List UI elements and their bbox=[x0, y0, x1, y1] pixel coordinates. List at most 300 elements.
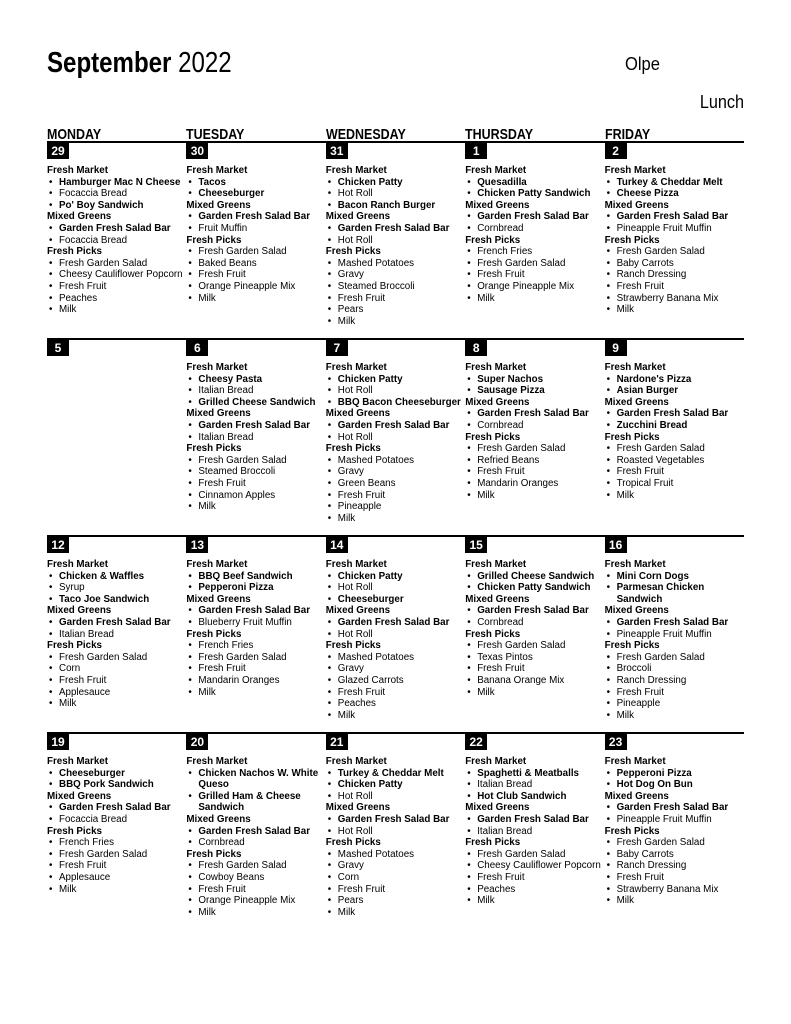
menu-item: • Chicken Patty bbox=[326, 177, 465, 189]
menu-item: • Fresh Garden Salad bbox=[186, 455, 325, 467]
section-mixed-greens bbox=[465, 200, 604, 235]
section-fresh-market bbox=[605, 756, 744, 791]
menu-item-list bbox=[47, 571, 186, 606]
menu-item-list bbox=[326, 617, 465, 640]
day-header-label: FRIDAY bbox=[604, 126, 650, 143]
section-heading-fresh-picks: Fresh Picks bbox=[325, 837, 381, 849]
section-fresh-market bbox=[186, 559, 325, 594]
menu-item: • Hot Roll bbox=[326, 385, 465, 397]
menu-item: • Mashed Potatoes bbox=[326, 652, 465, 664]
menu-item-list bbox=[186, 455, 325, 513]
menu-item: • Texas Pintos bbox=[465, 652, 604, 664]
day-cell bbox=[605, 537, 744, 732]
menu-item: • Fresh Garden Salad bbox=[465, 849, 604, 861]
menu-item: • Mandarin Oranges bbox=[186, 675, 325, 687]
menu-item: • BBQ Pork Sandwich bbox=[47, 779, 186, 791]
menu-item: • Cheesy Pasta bbox=[186, 374, 325, 386]
year-label: 2022 bbox=[178, 47, 232, 79]
date-badge: 29 bbox=[47, 143, 69, 159]
menu-item: • Garden Fresh Salad Bar bbox=[47, 617, 186, 629]
menu-item: • Milk bbox=[465, 490, 604, 502]
day-cell bbox=[326, 340, 465, 535]
section-fresh-picks bbox=[326, 837, 465, 918]
menu-item: • Garden Fresh Salad Bar bbox=[326, 223, 465, 235]
menu-item: • Zucchini Bread bbox=[605, 420, 744, 432]
menu-item-list bbox=[605, 617, 744, 640]
menu-item: • Grilled Ham & Cheese Sandwich bbox=[186, 791, 325, 814]
menu-item: • Ranch Dressing bbox=[605, 675, 744, 687]
date-badge: 21 bbox=[326, 734, 348, 750]
section-mixed-greens bbox=[605, 605, 744, 640]
menu-item: • Milk bbox=[186, 907, 325, 919]
date-badge: 7 bbox=[326, 340, 348, 356]
menu-item: • Garden Fresh Salad Bar bbox=[465, 408, 604, 420]
section-heading-mixed-greens: Mixed Greens bbox=[186, 408, 251, 420]
menu-item: • Fresh Fruit bbox=[605, 281, 744, 293]
section-heading-fresh-market: Fresh Market bbox=[465, 362, 527, 373]
section-heading-mixed-greens: Mixed Greens bbox=[325, 605, 391, 617]
section-heading-mixed-greens: Mixed Greens bbox=[465, 199, 530, 211]
menu-item: • Garden Fresh Salad Bar bbox=[605, 408, 744, 420]
day-cell bbox=[605, 734, 744, 929]
menu-item: • Bacon Ranch Burger bbox=[326, 200, 465, 212]
section-heading-mixed-greens: Mixed Greens bbox=[325, 408, 391, 420]
menu-item-list bbox=[465, 571, 604, 594]
menu-item: • Super Nachos bbox=[465, 374, 604, 386]
menu-item: • Pineapple Fruit Muffin bbox=[605, 223, 744, 235]
menu-item-list bbox=[465, 814, 604, 837]
section-fresh-picks bbox=[186, 849, 325, 919]
day-menu bbox=[465, 362, 604, 501]
menu-item: • Cheese Pizza bbox=[605, 188, 744, 200]
menu-item: • Roasted Vegetables bbox=[605, 455, 744, 467]
section-mixed-greens bbox=[465, 397, 604, 432]
menu-item: • Chicken & Waffles bbox=[47, 571, 186, 583]
section-fresh-picks bbox=[326, 443, 465, 524]
menu-item: • Hamburger Mac N Cheese bbox=[47, 177, 186, 189]
day-menu bbox=[465, 756, 604, 907]
day-header-label: MONDAY bbox=[47, 126, 102, 143]
menu-item: • Cornbread bbox=[465, 223, 604, 235]
menu-item: • Milk bbox=[465, 293, 604, 305]
menu-item: • Hot Club Sandwich bbox=[465, 791, 604, 803]
day-menu bbox=[326, 559, 465, 721]
menu-item: • Refried Beans bbox=[465, 455, 604, 467]
menu-item: • Garden Fresh Salad Bar bbox=[465, 814, 604, 826]
section-fresh-picks bbox=[605, 640, 744, 721]
menu-item: • BBQ Bacon Cheeseburger bbox=[326, 397, 465, 409]
section-fresh-picks bbox=[465, 837, 604, 907]
menu-item: • Hot Roll bbox=[326, 791, 465, 803]
menu-item-list bbox=[186, 640, 325, 698]
section-heading-mixed-greens: Mixed Greens bbox=[186, 813, 251, 825]
day-menu bbox=[186, 362, 325, 513]
menu-item: • Fresh Garden Salad bbox=[465, 443, 604, 455]
page-title bbox=[47, 47, 232, 79]
menu-item: • Ranch Dressing bbox=[605, 269, 744, 281]
menu-item: • Blueberry Fruit Muffin bbox=[186, 617, 325, 629]
section-heading-mixed-greens: Mixed Greens bbox=[47, 790, 112, 802]
menu-item-list bbox=[605, 246, 744, 316]
section-heading-mixed-greens: Mixed Greens bbox=[604, 605, 669, 617]
menu-item: • Chicken Patty bbox=[326, 571, 465, 583]
section-fresh-picks bbox=[47, 826, 186, 896]
section-mixed-greens bbox=[326, 211, 465, 246]
menu-item-list bbox=[465, 640, 604, 698]
menu-item: • Hot Roll bbox=[326, 188, 465, 200]
date-badge: 20 bbox=[186, 734, 208, 750]
section-fresh-market bbox=[465, 756, 604, 802]
menu-item: • Turkey & Cheddar Melt bbox=[605, 177, 744, 189]
menu-item-list bbox=[326, 177, 465, 212]
section-mixed-greens bbox=[465, 802, 604, 837]
section-mixed-greens bbox=[465, 594, 604, 629]
day-cell bbox=[186, 734, 325, 929]
menu-item: • Mashed Potatoes bbox=[326, 849, 465, 861]
menu-item-list bbox=[186, 860, 325, 918]
section-mixed-greens bbox=[605, 200, 744, 235]
section-heading-fresh-picks: Fresh Picks bbox=[186, 848, 242, 860]
day-menu bbox=[186, 756, 325, 918]
section-heading-fresh-market: Fresh Market bbox=[325, 362, 387, 373]
section-heading-mixed-greens: Mixed Greens bbox=[186, 593, 251, 605]
day-menu bbox=[605, 559, 744, 721]
menu-item-list bbox=[186, 605, 325, 628]
menu-item: • Hot Roll bbox=[326, 582, 465, 594]
menu-item: • Milk bbox=[186, 501, 325, 513]
section-fresh-picks bbox=[605, 826, 744, 907]
menu-item: • Fresh Garden Salad bbox=[465, 640, 604, 652]
date-badge: 13 bbox=[186, 537, 208, 553]
menu-item: • Fresh Garden Salad bbox=[605, 246, 744, 258]
section-heading-fresh-picks: Fresh Picks bbox=[47, 640, 103, 652]
section-heading-fresh-market: Fresh Market bbox=[465, 756, 527, 767]
menu-item: • Mini Corn Dogs bbox=[605, 571, 744, 583]
section-fresh-picks bbox=[465, 432, 604, 502]
section-heading-fresh-market: Fresh Market bbox=[47, 165, 108, 176]
menu-item-list bbox=[47, 768, 186, 791]
menu-item: • Chicken Patty bbox=[326, 374, 465, 386]
menu-item: • Garden Fresh Salad Bar bbox=[605, 211, 744, 223]
section-mixed-greens bbox=[186, 200, 325, 235]
section-heading-mixed-greens: Mixed Greens bbox=[465, 396, 530, 408]
menu-item: • Milk bbox=[605, 490, 744, 502]
section-fresh-picks bbox=[465, 629, 604, 699]
menu-item: • Corn bbox=[47, 663, 186, 675]
section-fresh-picks bbox=[465, 235, 604, 305]
menu-item: • Garden Fresh Salad Bar bbox=[186, 826, 325, 838]
section-fresh-market bbox=[186, 362, 325, 408]
menu-item-list bbox=[326, 768, 465, 803]
menu-item: • Fresh Fruit bbox=[186, 663, 325, 675]
menu-item-list bbox=[326, 652, 465, 722]
section-heading-fresh-picks: Fresh Picks bbox=[325, 443, 381, 455]
section-heading-fresh-market: Fresh Market bbox=[604, 559, 666, 570]
menu-item-list bbox=[186, 211, 325, 234]
menu-item: • Italian Bread bbox=[465, 826, 604, 838]
day-cell bbox=[605, 143, 744, 338]
date-badge: 30 bbox=[186, 143, 208, 159]
menu-item: • Grilled Cheese Sandwich bbox=[186, 397, 325, 409]
week-row bbox=[47, 338, 744, 535]
menu-item-list bbox=[605, 177, 744, 200]
menu-item-list bbox=[326, 455, 465, 525]
menu-item: • Fresh Garden Salad bbox=[47, 652, 186, 664]
section-heading-fresh-picks: Fresh Picks bbox=[325, 246, 381, 258]
menu-item: • Garden Fresh Salad Bar bbox=[186, 420, 325, 432]
menu-item-list bbox=[186, 420, 325, 443]
menu-item: • Corn bbox=[326, 872, 465, 884]
menu-item: • Hot Roll bbox=[326, 235, 465, 247]
date-badge: 1 bbox=[465, 143, 487, 159]
menu-item: • Banana Orange Mix bbox=[465, 675, 604, 687]
menu-item-list bbox=[186, 571, 325, 594]
section-heading-mixed-greens: Mixed Greens bbox=[47, 211, 112, 223]
menu-item: • Pineapple Fruit Muffin bbox=[605, 629, 744, 641]
menu-item-list bbox=[47, 652, 186, 710]
menu-item: • Cheesy Cauliflower Popcorn bbox=[465, 860, 604, 872]
menu-item: • Milk bbox=[47, 884, 186, 896]
menu-item: • Nardone's Pizza bbox=[605, 374, 744, 386]
section-fresh-market bbox=[47, 559, 186, 605]
menu-item: • Cornbread bbox=[465, 420, 604, 432]
section-heading-mixed-greens: Mixed Greens bbox=[325, 802, 391, 814]
menu-item: • Milk bbox=[605, 895, 744, 907]
menu-item: • Orange Pineapple Mix bbox=[465, 281, 604, 293]
menu-item-list bbox=[605, 768, 744, 791]
day-cell bbox=[465, 143, 604, 338]
day-cell bbox=[326, 143, 465, 338]
section-mixed-greens bbox=[186, 814, 325, 849]
menu-item: • Cheeseburger bbox=[47, 768, 186, 780]
section-heading-fresh-market: Fresh Market bbox=[325, 756, 387, 767]
day-menu bbox=[326, 756, 465, 918]
day-menu bbox=[186, 559, 325, 698]
menu-item: • Fresh Garden Salad bbox=[47, 849, 186, 861]
menu-item-list bbox=[186, 826, 325, 849]
section-heading-fresh-picks: Fresh Picks bbox=[186, 443, 242, 455]
menu-item: • Garden Fresh Salad Bar bbox=[186, 605, 325, 617]
day-menu bbox=[605, 165, 744, 316]
menu-item: • Garden Fresh Salad Bar bbox=[605, 617, 744, 629]
menu-item: • Green Beans bbox=[326, 478, 465, 490]
section-fresh-market bbox=[326, 756, 465, 802]
meal-label: Lunch bbox=[699, 92, 744, 112]
week-row bbox=[47, 141, 744, 338]
date-badge: 9 bbox=[605, 340, 627, 356]
menu-item-list bbox=[326, 420, 465, 443]
day-cell bbox=[465, 734, 604, 929]
date-badge: 19 bbox=[47, 734, 69, 750]
section-heading-fresh-picks: Fresh Picks bbox=[47, 246, 103, 258]
section-heading-fresh-market: Fresh Market bbox=[186, 362, 248, 373]
menu-item-list bbox=[605, 571, 744, 606]
section-fresh-market bbox=[605, 559, 744, 605]
menu-item: • Garden Fresh Salad Bar bbox=[326, 814, 465, 826]
section-fresh-market bbox=[326, 559, 465, 605]
date-badge: 6 bbox=[186, 340, 208, 356]
menu-item: • Sausage Pizza bbox=[465, 385, 604, 397]
section-fresh-picks bbox=[605, 432, 744, 502]
date-badge: 8 bbox=[465, 340, 487, 356]
menu-item: • Milk bbox=[186, 293, 325, 305]
menu-item-list bbox=[465, 177, 604, 200]
menu-item-list bbox=[186, 374, 325, 409]
month-label: September bbox=[47, 47, 172, 79]
day-cell bbox=[465, 537, 604, 732]
menu-item-list bbox=[47, 802, 186, 825]
day-cell bbox=[186, 340, 325, 535]
menu-item: • Mashed Potatoes bbox=[326, 455, 465, 467]
section-heading-fresh-picks: Fresh Picks bbox=[604, 825, 660, 837]
menu-item: • Fresh Fruit bbox=[465, 269, 604, 281]
menu-item-list bbox=[465, 768, 604, 803]
day-menu bbox=[465, 165, 604, 304]
menu-item: • Focaccia Bread bbox=[47, 188, 186, 200]
menu-item: • Milk bbox=[326, 513, 465, 525]
date-badge: 12 bbox=[47, 537, 69, 553]
section-fresh-market bbox=[47, 756, 186, 791]
section-heading-fresh-picks: Fresh Picks bbox=[604, 431, 660, 443]
day-menu bbox=[47, 559, 186, 710]
section-fresh-picks bbox=[186, 235, 325, 305]
section-heading-fresh-picks: Fresh Picks bbox=[186, 628, 242, 640]
section-heading-fresh-market: Fresh Market bbox=[186, 165, 248, 176]
menu-item: • Mandarin Oranges bbox=[465, 478, 604, 490]
section-heading-fresh-picks: Fresh Picks bbox=[465, 837, 521, 849]
menu-item: • Fresh Fruit bbox=[326, 490, 465, 502]
menu-item-list bbox=[465, 408, 604, 431]
menu-item: • Cinnamon Apples bbox=[186, 490, 325, 502]
date-badge: 22 bbox=[465, 734, 487, 750]
menu-item: • Garden Fresh Salad Bar bbox=[605, 802, 744, 814]
menu-item-list bbox=[47, 223, 186, 246]
menu-item: • Garden Fresh Salad Bar bbox=[47, 223, 186, 235]
menu-item: • French Fries bbox=[465, 246, 604, 258]
menu-item-list bbox=[47, 177, 186, 212]
section-mixed-greens bbox=[326, 802, 465, 837]
section-fresh-market bbox=[605, 165, 744, 200]
menu-item: • Strawberry Banana Mix bbox=[605, 884, 744, 896]
menu-item: • Fresh Garden Salad bbox=[605, 652, 744, 664]
menu-item: • Baby Carrots bbox=[605, 258, 744, 270]
menu-item: • Pineapple Fruit Muffin bbox=[605, 814, 744, 826]
menu-item: • Hot Dog On Bun bbox=[605, 779, 744, 791]
section-fresh-picks bbox=[605, 235, 744, 316]
section-fresh-market bbox=[465, 362, 604, 397]
menu-item: • Garden Fresh Salad Bar bbox=[465, 211, 604, 223]
day-cell bbox=[47, 340, 186, 535]
menu-item: • Pears bbox=[326, 304, 465, 316]
menu-item: • Fresh Garden Salad bbox=[186, 246, 325, 258]
menu-item-list bbox=[326, 814, 465, 837]
menu-item: • Orange Pineapple Mix bbox=[186, 281, 325, 293]
menu-item: • Italian Bread bbox=[465, 779, 604, 791]
section-heading-fresh-picks: Fresh Picks bbox=[325, 640, 381, 652]
menu-item: • Milk bbox=[186, 687, 325, 699]
menu-item: • Milk bbox=[465, 687, 604, 699]
menu-item-list bbox=[465, 849, 604, 907]
menu-item: • Applesauce bbox=[47, 687, 186, 699]
section-heading-mixed-greens: Mixed Greens bbox=[47, 605, 112, 617]
menu-item: • Milk bbox=[605, 710, 744, 722]
week-row bbox=[47, 732, 744, 929]
menu-item-list bbox=[605, 408, 744, 431]
menu-item: • Pears bbox=[326, 895, 465, 907]
menu-item: • Fresh Fruit bbox=[605, 466, 744, 478]
section-heading-fresh-market: Fresh Market bbox=[465, 165, 527, 176]
menu-item: • Glazed Carrots bbox=[326, 675, 465, 687]
section-heading-mixed-greens: Mixed Greens bbox=[325, 211, 391, 223]
section-heading-mixed-greens: Mixed Greens bbox=[465, 593, 530, 605]
section-fresh-market bbox=[465, 559, 604, 594]
section-fresh-picks bbox=[186, 443, 325, 513]
menu-item: • Milk bbox=[47, 698, 186, 710]
section-fresh-market bbox=[326, 362, 465, 408]
menu-item: • Steamed Broccoli bbox=[326, 281, 465, 293]
menu-item: • Milk bbox=[465, 895, 604, 907]
menu-item: • Strawberry Banana Mix bbox=[605, 293, 744, 305]
menu-item: • Fruit Muffin bbox=[186, 223, 325, 235]
menu-item: • Peaches bbox=[47, 293, 186, 305]
section-fresh-picks bbox=[47, 640, 186, 710]
section-fresh-market bbox=[186, 756, 325, 814]
section-mixed-greens bbox=[186, 594, 325, 629]
section-heading-mixed-greens: Mixed Greens bbox=[186, 199, 251, 211]
menu-calendar bbox=[47, 141, 744, 929]
menu-item-list bbox=[605, 211, 744, 234]
section-fresh-picks bbox=[326, 246, 465, 327]
menu-item: • Cornbread bbox=[465, 617, 604, 629]
section-heading-fresh-market: Fresh Market bbox=[47, 559, 108, 570]
menu-item: • Hot Roll bbox=[326, 826, 465, 838]
menu-item: • Fresh Fruit bbox=[326, 687, 465, 699]
section-mixed-greens bbox=[605, 397, 744, 432]
menu-item: • Mashed Potatoes bbox=[326, 258, 465, 270]
day-menu bbox=[47, 165, 186, 316]
day-header-label: THURSDAY bbox=[465, 126, 534, 143]
menu-item: • Fresh Garden Salad bbox=[186, 860, 325, 872]
menu-item: • Cowboy Beans bbox=[186, 872, 325, 884]
menu-item: • Fresh Garden Salad bbox=[605, 443, 744, 455]
week-row bbox=[47, 535, 744, 732]
menu-item-list bbox=[47, 837, 186, 895]
menu-item: • Garden Fresh Salad Bar bbox=[47, 802, 186, 814]
menu-item: • Fresh Garden Salad bbox=[186, 652, 325, 664]
menu-item: • Tropical Fruit bbox=[605, 478, 744, 490]
menu-item: • Tacos bbox=[186, 177, 325, 189]
section-heading-fresh-market: Fresh Market bbox=[465, 559, 527, 570]
menu-item: • Pineapple bbox=[605, 698, 744, 710]
menu-item: • Focaccia Bread bbox=[47, 235, 186, 247]
menu-item-list bbox=[465, 374, 604, 397]
menu-item: • Gravy bbox=[326, 269, 465, 281]
menu-item: • Chicken Nachos W. White Queso bbox=[186, 768, 325, 791]
menu-item: • Syrup bbox=[47, 582, 186, 594]
section-mixed-greens bbox=[47, 791, 186, 826]
day-menu bbox=[605, 362, 744, 501]
section-heading-fresh-market: Fresh Market bbox=[186, 756, 248, 767]
menu-item: • Italian Bread bbox=[186, 385, 325, 397]
section-heading-fresh-market: Fresh Market bbox=[604, 362, 666, 373]
menu-item: • Milk bbox=[326, 710, 465, 722]
menu-item: • Milk bbox=[326, 316, 465, 328]
section-fresh-picks bbox=[186, 629, 325, 699]
menu-item: • Spaghetti & Meatballs bbox=[465, 768, 604, 780]
section-heading-fresh-picks: Fresh Picks bbox=[186, 234, 242, 246]
section-heading-fresh-picks: Fresh Picks bbox=[465, 234, 521, 246]
day-cell bbox=[605, 340, 744, 535]
